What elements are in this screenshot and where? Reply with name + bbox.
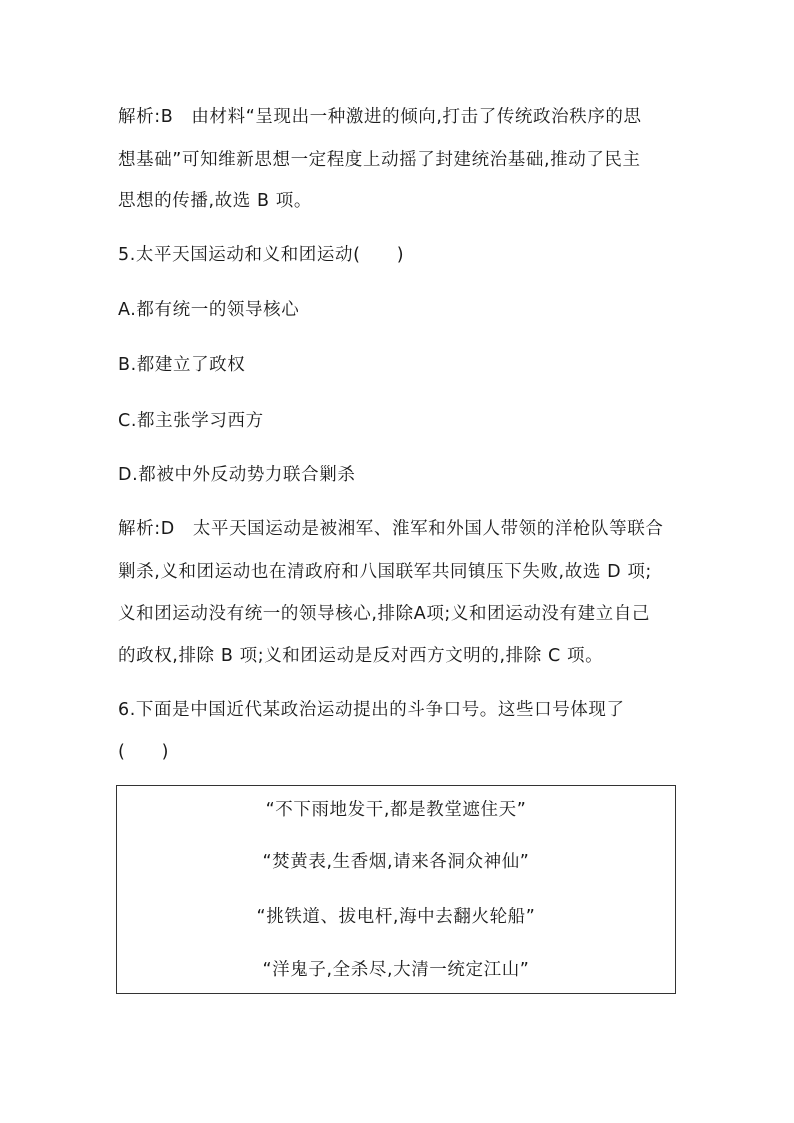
analysis-4-line-3: 思想的传播,故选 B 项。 bbox=[118, 191, 312, 211]
analysis-4-line-2: 想基础”可知维新思想一定程度上动摇了封建统治基础,推动了民主 bbox=[118, 150, 641, 170]
question-5-option-b: B.都建立了政权 bbox=[118, 355, 246, 375]
question-6-stem-line-2: ( ) bbox=[118, 742, 170, 762]
question-5-stem: 5.太平天国运动和义和团运动( ) bbox=[118, 245, 405, 265]
slogan-quote-2: “焚黄表,生香烟,请来各洞众神仙” bbox=[262, 852, 530, 872]
analysis-5-line-4: 的政权,排除 B 项;义和团运动是反对西方文明的,排除 C 项。 bbox=[118, 646, 604, 666]
question-5-option-d: D.都被中外反动势力联合剿杀 bbox=[118, 465, 356, 485]
question-5-option-c: C.都主张学习西方 bbox=[118, 411, 264, 431]
slogan-quote-box bbox=[116, 785, 676, 994]
slogan-quote-4: “洋鬼子,全杀尽,大清一统定江山” bbox=[262, 960, 530, 980]
analysis-5-line-3: 义和团运动没有统一的领导核心,排除A项;义和团运动没有建立自己 bbox=[118, 604, 651, 624]
question-5-option-a: A.都有统一的领导核心 bbox=[118, 300, 300, 320]
analysis-4-line-1: 解析:B 由材料“呈现出一种激进的倾向,打击了传统政治秩序的思 bbox=[118, 107, 642, 127]
analysis-5-line-1: 解析:D 太平天国运动是被湘军、淮军和外国人带领的洋枪队等联合 bbox=[118, 519, 664, 539]
analysis-5-line-2: 剿杀,义和团运动也在清政府和八国联军共同镇压下失败,故选 D 项; bbox=[118, 562, 652, 582]
slogan-quote-3: “挑铁道、拔电杆,海中去翻火轮船” bbox=[256, 907, 536, 927]
question-6-stem-line-1: 6.下面是中国近代某政治运动提出的斗争口号。这些口号体现了 bbox=[118, 700, 625, 720]
slogan-quote-1: “不下雨地发干,都是教堂遮住天” bbox=[265, 800, 527, 820]
